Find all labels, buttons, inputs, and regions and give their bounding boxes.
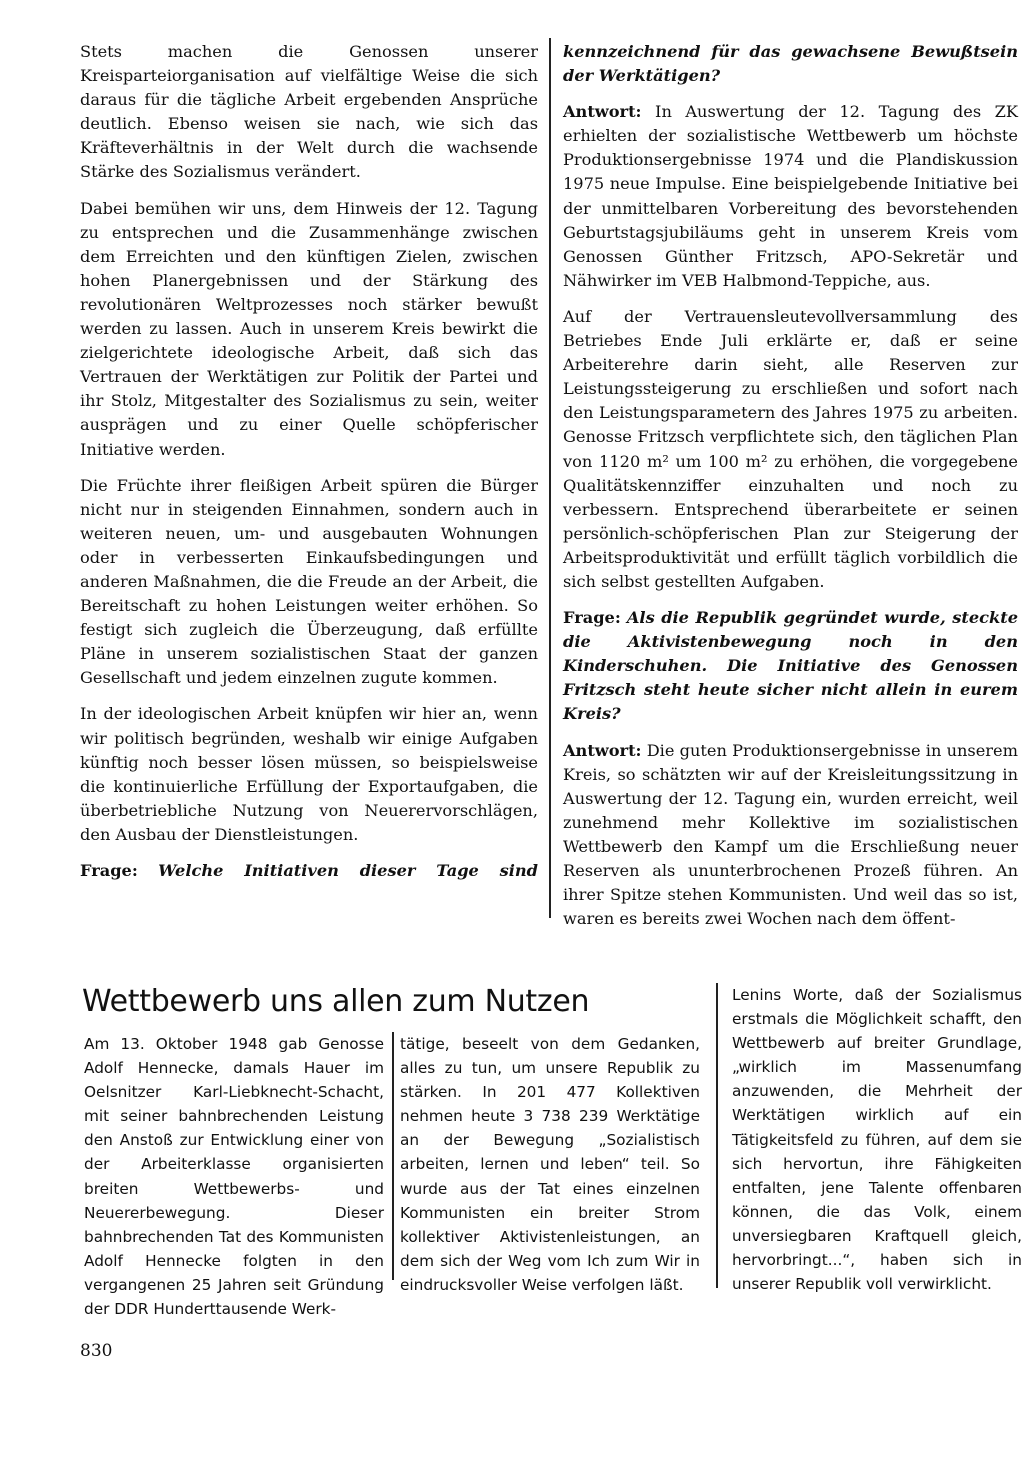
box-column-divider: [716, 983, 718, 1288]
page-number: 830: [80, 1341, 113, 1361]
question-1-start: [80, 859, 538, 883]
answer-label: Antwort:: [563, 102, 642, 122]
question-1-end: [563, 40, 1018, 88]
column-divider: [549, 38, 551, 918]
question-label: Frage:: [80, 861, 138, 880]
paragraph: Stets machen die Genossen unserer Kreisparteiorganisation auf vielfältige Weise die sich daraus für die tägliche Arbeit ergebenden Ansprüche deutlich. Ebenso weisen sie nach, wie sich das Kräfteverhältnis in der Welt durch die wachsende Stärke des Sozialismus verändert.: [80, 42, 538, 182]
box-column-3: Lenins Worte, daß der Sozialismus erstmals die Möglichkeit schafft, den Wettbewerb auf breiter Grundlage, „wirklich im Massenumfang anzuwenden, die Mehrheit der Werktätigen wirklich auf ein Tätigkeitsfeld zu führen, auf dem sie sich hervortun, ihre Fähigkeiten entfalten, jene Talente offenbaren können, die das Volk, einem unversiegbaren Kraftquell gleich, hervorbringt...“, haben sich in unserer Republik voll verwirklicht.: [732, 986, 1022, 1294]
question-label: Frage:: [563, 608, 621, 628]
question-text: Welche Initiativen dieser Tage sind: [158, 861, 538, 880]
question-2: [563, 606, 1018, 726]
box-column-divider: [392, 1032, 394, 1280]
paragraph: Auf der Vertrauensleutevollversammlung des Betriebes Ende Juli erklärte er, daß er seine Arbeiterehre darin sieht, alle Reserven zur Leistungssteigerung zu erschließen und sofort nach den Leistungsparametern des Jahres 1975 zu arbeiten. Genosse Fritzsch verpflichtete sich, den täglichen Plan von 1120 m² um 100 m² zu erhöhen, die vorgegebene Qualitätskennziffer einzuhalten und noch zu verbessern. Entsprechend überarbeitete er seinen persönlich-schöpferischen Plan zur Steigerung der Arbeitsproduktivität und erfüllt täglich vorbildlich die sich selbst gestellten Aufgaben.: [563, 306, 1018, 591]
answer-1: [563, 100, 1018, 293]
answer-text: Die guten Produktionsergebnisse in unserem Kreis, so schätzten wir auf der Kreisleitungssitzung in Auswertung der 12. Tagung ein, wurden erreicht, weil zunehmend mehr Kollektive im sozialistischen Wettbewerb den Kampf um die Erschließung neuer Reserven als ununterbrochenen Prozeß führen. An ihrer Spitze stehen Kommunisten. Und weil das so ist, waren es bereits zwei Wochen nach dem öffent-: [563, 740, 1018, 929]
box-headline: Wettbewerb uns allen zum Nutzen: [82, 984, 590, 1019]
box-column-1: Am 13. Oktober 1948 gab Genosse Adolf Hennecke, damals Hauer im Oelsnitzer Karl-Liebknecht-Schacht, mit seiner bahnbrechenden Leistung den Anstoß zur Entwicklung einer von der Arbeiterklasse organisierten breiten Wettbewerbs- und Neuererbewegung. Dieser bahnbrechenden Tat des Kommunisten Adolf Hennecke folgten in den vergangenen 25 Jahren seit Gründung der DDR Hunderttausende Werk-: [84, 1035, 384, 1319]
paragraph: In der ideologischen Arbeit knüpfen wir hier an, wenn wir politisch begründen, weshalb wir einige Aufgaben künftig noch besser lösen müssen, so beispielsweise die kontinuierliche Erfüllung der Exportaufgaben, die überbetriebliche Nutzung von Neuerervorschlägen, den Ausbau der Dienstleistungen.: [80, 704, 538, 844]
box-column-2: tätige, beseelt von dem Gedanken, alles zu tun, um unsere Republik zu stärken. In 201 477 Kollektiven nehmen heute 3 738 239 Werktätige an der Bewegung „Sozialistisch arbeiten, lernen und leben“ teil. So wurde aus der Tat eines einzelnen Kommunisten ein breiter Strom kollektiver Aktivistenleistungen, an dem sich der Weg vom Ich zum Wir in eindrucksvoller Weise verfolgen läßt.: [400, 1035, 700, 1294]
answer-label: Antwort:: [563, 740, 642, 760]
article-column-left: [80, 40, 538, 883]
paragraph: Die Früchte ihrer fleißigen Arbeit spüren die Bürger nicht nur in steigenden Einnahmen, sondern auch in weiteren neuen, um- und ausgebauten Wohnungen oder in verbesserten Einkaufsbedingungen und anderen Maßnahmen, die die Freude an der Arbeit, die Bereitschaft zu hohen Leistungen weiter erhöhen. So festigt sich zugleich die Überzeugung, daß erfüllte Pläne in unserem sozialistischen Staat der ganzen Gesellschaft und jedem einzelnen zugute kommen.: [80, 475, 538, 688]
answer-text: In Auswertung der 12. Tagung des ZK erhielten der sozialistische Wettbewerb um höchste Produktionsergebnisse 1974 und die Plandiskussion 1975 neue Impulse. Eine beispielgebende Initiative bei der unmittelbaren Vorbereitung des bevorstehenden Geburtstagsjubiläums geht in unserem Kreis vom Genossen Günther Fritzsch, APO-Sekretär und Nähwirker im VEB Halbmond-Teppiche, aus.: [563, 102, 1018, 290]
article-column-right: [563, 40, 1018, 931]
question-text: Als die Republik gegründet wurde, steckte die Aktivistenbewegung noch in den Kinderschuhen. Die Initiative des Genossen Fritzsch steht heute sicher nicht allein in eurem Kreis?: [563, 608, 1018, 724]
paragraph: Dabei bemühen wir uns, dem Hinweis der 12. Tagung zu entsprechen und die Zusammenhänge zwischen dem Erreichten und den künftigen Zielen, zwischen hohen Planergebnissen und der Stärkung des revolutionären Weltprozesses noch stärker bewußt werden zu lassen. Auch in unserem Kreis bewirkt die zielgerichtete ideologische Arbeit, daß sich das Vertrauen der Werktätigen zur Politik der Partei und ihr Stolz, Mitgestalter des Sozialismus zu sein, weiter ausprägen und zu einer Quelle schöpferischer Initiative werden.: [80, 198, 538, 459]
answer-2: [563, 739, 1018, 932]
question-text: kennzeichnend für das gewachsene Bewußtsein der Werktätigen?: [563, 42, 1018, 86]
